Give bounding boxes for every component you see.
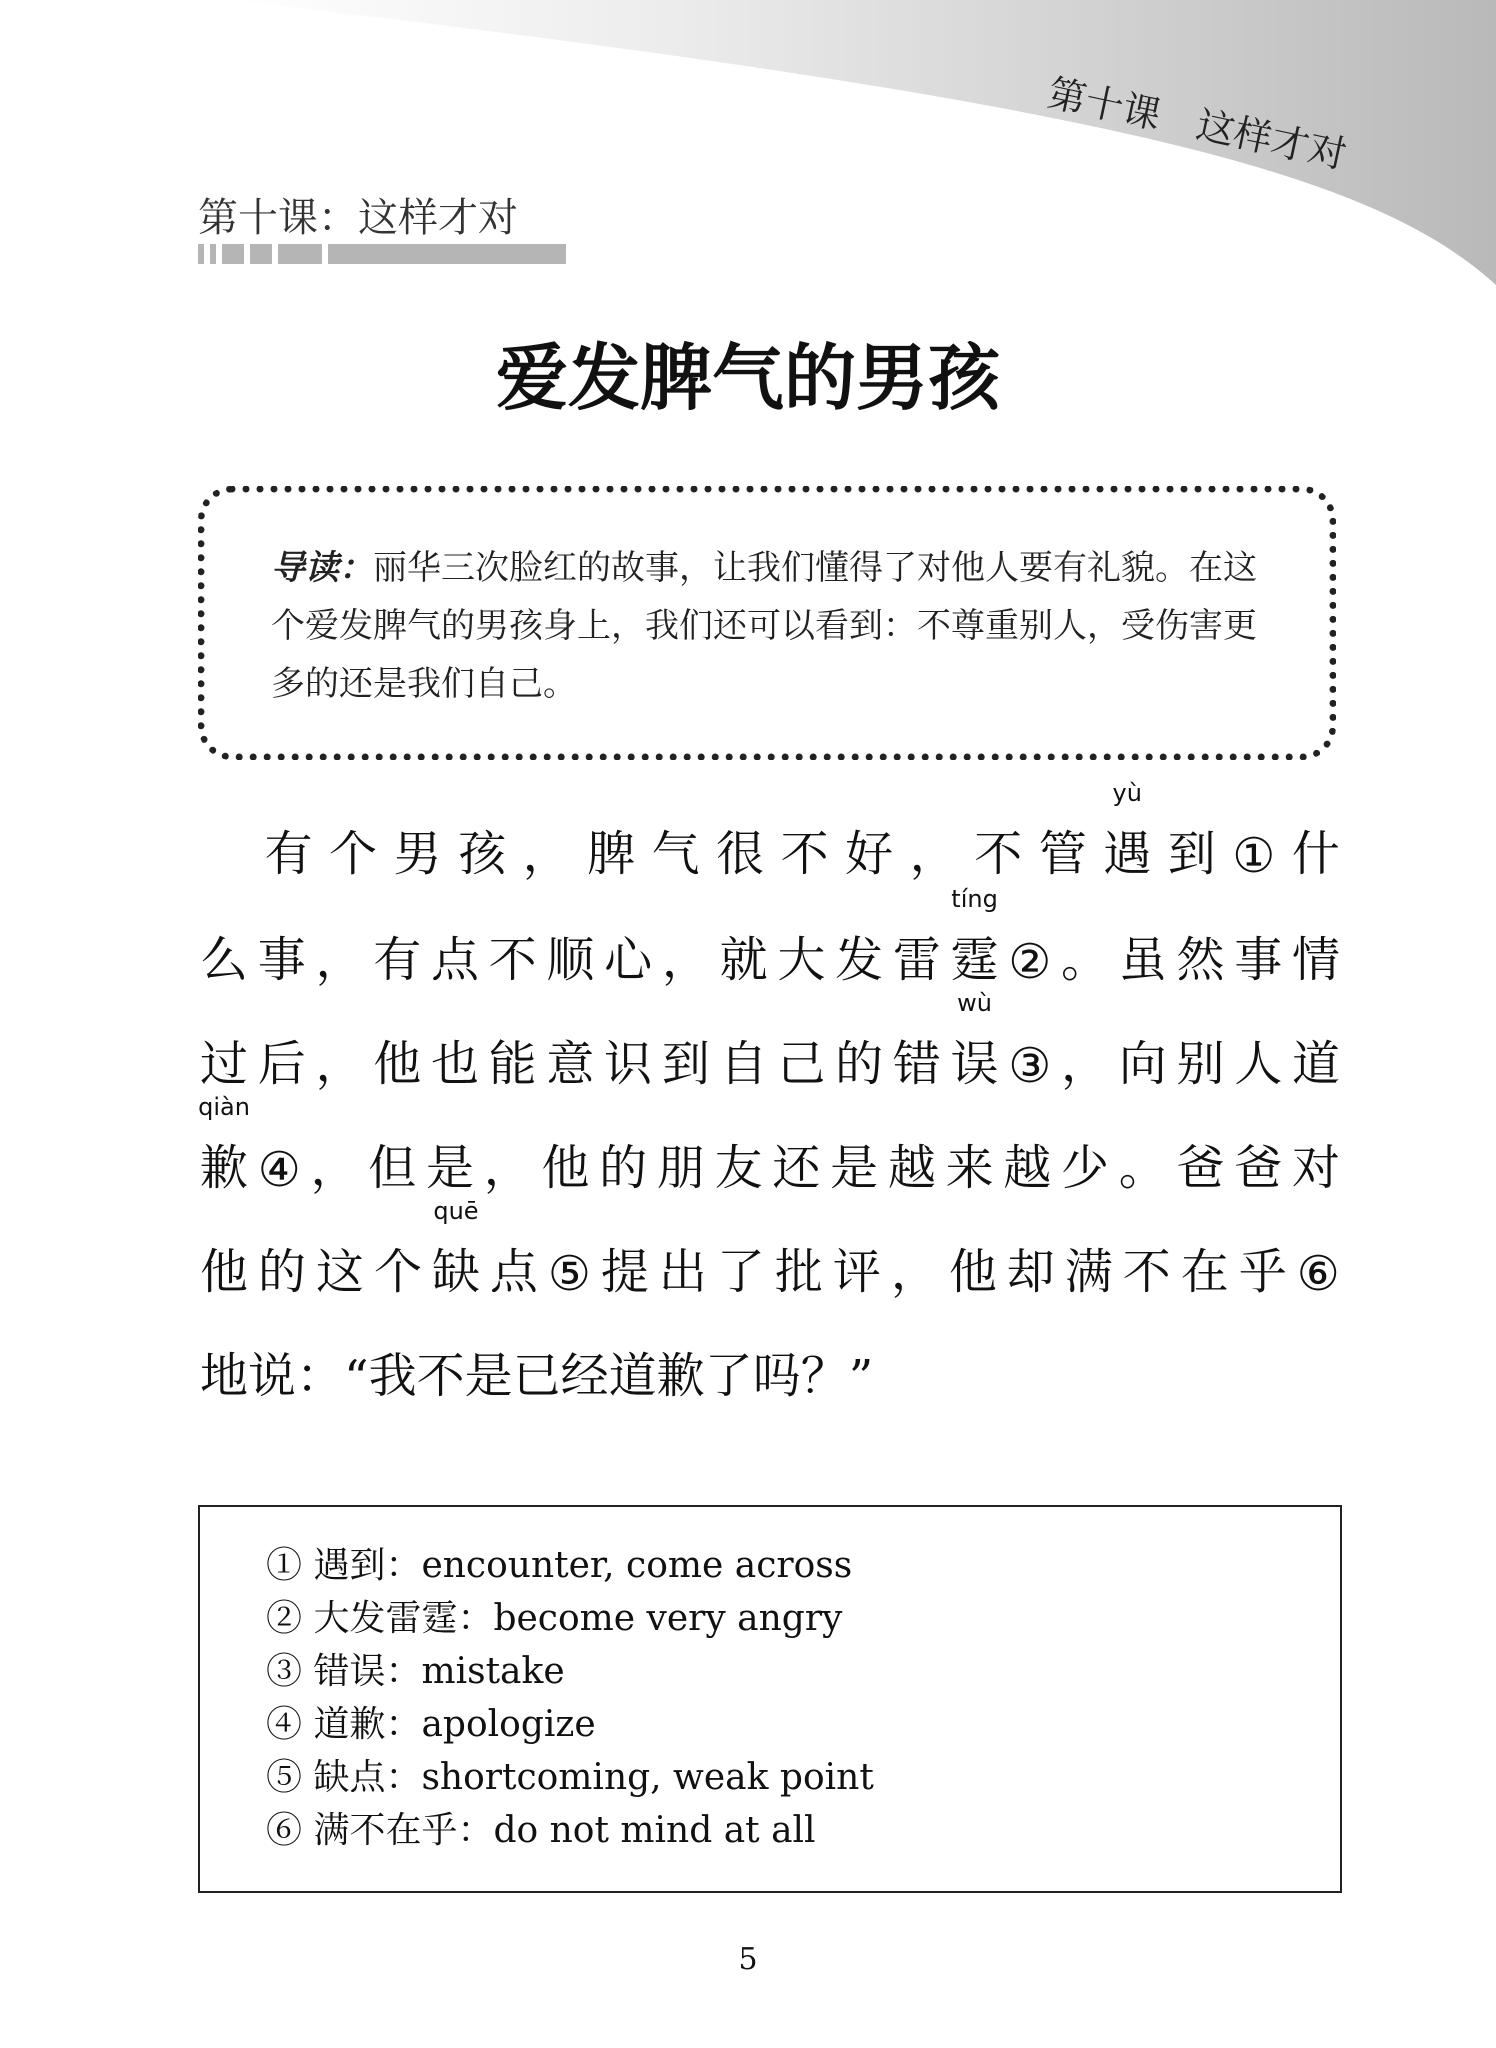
story-line (200, 1334, 873, 1406)
story-char: 地 (200, 1348, 249, 1404)
story-char: 雷 (892, 932, 941, 988)
story-char: 很 (716, 826, 765, 882)
pinyin-annotation: yù (1112, 779, 1142, 807)
story-char: 事 (257, 932, 306, 988)
story-char: 大 (777, 932, 826, 988)
story-char: 男 (393, 826, 442, 882)
story-char: ， (909, 826, 958, 882)
story-char: 已 (512, 1348, 561, 1404)
story-char: 不 (974, 826, 1023, 882)
vocabulary-item: ② 大发雷霆：become very angry (266, 1598, 843, 1639)
vocabulary-list (266, 1539, 874, 1857)
story-char: 顺 (546, 932, 595, 988)
story-char: 点 (430, 932, 479, 988)
story-char: 越 (1003, 1140, 1052, 1196)
pinyin-annotation: quē (433, 1197, 479, 1225)
story-char: 却 (1006, 1244, 1055, 1300)
story-char: ⑤ (547, 1246, 591, 1302)
story-char: ， (310, 1140, 359, 1196)
story-char: 虽 (1118, 932, 1167, 988)
story-char: 个 (373, 1244, 422, 1300)
annotated-character (1103, 779, 1152, 884)
story-char: 管 (1038, 826, 1087, 882)
story-char: 遇 (1103, 826, 1152, 882)
story-char: 经 (560, 1348, 609, 1404)
story-char: 己 (777, 1036, 826, 1092)
story-char: 别 (1176, 1036, 1225, 1092)
story-char: 他 (373, 1036, 422, 1092)
story-char: 有 (264, 826, 313, 882)
story-char: ？ (800, 1348, 849, 1404)
vocabulary-item: ③ 错误：mistake (266, 1651, 565, 1692)
story-line (200, 885, 1340, 990)
story-char: 了 (716, 1244, 765, 1300)
story-char: 后 (257, 1036, 306, 1092)
story-char: 事 (1234, 932, 1283, 988)
story-char: ② (1008, 934, 1052, 990)
annotated-character (950, 989, 999, 1094)
story-char: 道 (608, 1348, 657, 1404)
story-char: ， (315, 1036, 364, 1092)
story-char: 歉 (200, 1140, 249, 1196)
story-char: ⑥ (1296, 1246, 1340, 1302)
story-char: ③ (1008, 1038, 1052, 1094)
story-char: 能 (488, 1036, 537, 1092)
story-char: 点 (489, 1244, 538, 1300)
story-char: 少 (1061, 1140, 1110, 1196)
story-char: 的 (599, 1140, 648, 1196)
story-char: ” (848, 1350, 874, 1406)
lesson-header: 第十课：这样才对 (198, 195, 518, 241)
story-char: 满 (1064, 1244, 1113, 1300)
story-char: ， (1061, 1036, 1110, 1092)
story-char: 么 (200, 932, 249, 988)
intro-text-block (271, 539, 1271, 713)
story-char: 还 (772, 1140, 821, 1196)
story-char: ④ (257, 1142, 301, 1198)
story-char: 道 (1291, 1036, 1340, 1092)
vocabulary-item: ⑤ 缺点：shortcoming, weak point (266, 1757, 874, 1798)
story-char: 对 (1291, 1140, 1340, 1196)
story-char: 不 (1122, 1244, 1171, 1300)
story-line (200, 989, 1340, 1094)
story-char: 然 (1176, 932, 1225, 988)
story-char: 也 (430, 1036, 479, 1092)
story-char: 霆 (950, 932, 999, 988)
story-char: 是 (464, 1348, 513, 1404)
story-char: 。 (1061, 932, 1110, 988)
story-char: 批 (774, 1244, 823, 1300)
story-char: ： (296, 1348, 345, 1404)
story-char: 发 (835, 932, 884, 988)
story-char: 意 (546, 1036, 595, 1092)
corner-tab-label: 第十课 这样才对 (1043, 70, 1351, 178)
vocabulary-box (198, 1505, 1342, 1893)
story-char: 缺 (431, 1244, 480, 1300)
story-char: 他 (541, 1140, 590, 1196)
story-char: 在 (1180, 1244, 1229, 1300)
story-char: 的 (835, 1036, 884, 1092)
story-char: 不 (780, 826, 829, 882)
story-char: 自 (719, 1036, 768, 1092)
story-char: 什 (1291, 826, 1340, 882)
story-char: 就 (719, 932, 768, 988)
pinyin-annotation: wù (957, 989, 992, 1017)
story-char: 歉 (656, 1348, 705, 1404)
story-char: ， (890, 1244, 939, 1300)
story-char: 过 (200, 1036, 249, 1092)
story-char: 出 (658, 1244, 707, 1300)
story-title: 爱发脾气的男孩 (495, 335, 1000, 420)
header-decoration-bars (198, 244, 566, 264)
story-char: 到 (1167, 826, 1216, 882)
intro-box (198, 486, 1336, 760)
story-char: 来 (945, 1140, 994, 1196)
story-char: ， (483, 1140, 532, 1196)
vocabulary-item: ④ 道歉：apologize (266, 1704, 596, 1745)
annotated-character (431, 1197, 480, 1302)
vocabulary-item: ① 遇到：encounter, come across (266, 1545, 853, 1586)
story-char: 我 (368, 1348, 417, 1404)
story-char: 到 (661, 1036, 710, 1092)
story-char: 孩 (458, 826, 507, 882)
story-char: 不 (488, 932, 537, 988)
story-char: 。 (1118, 1140, 1167, 1196)
story-char: 越 (887, 1140, 936, 1196)
story-char: 吗 (752, 1348, 801, 1404)
story-char: 他 (200, 1244, 249, 1300)
story-char: 友 (714, 1140, 763, 1196)
story-char: 的 (257, 1244, 306, 1300)
story-char: 误 (950, 1036, 999, 1092)
story-char: 错 (892, 1036, 941, 1092)
story-char: ① (1232, 828, 1276, 884)
story-char: 人 (1234, 1036, 1283, 1092)
story-char: 他 (948, 1244, 997, 1300)
story-char: 是 (830, 1140, 879, 1196)
story-char: 情 (1291, 932, 1340, 988)
story-char: ， (661, 932, 710, 988)
pinyin-annotation: qiàn (198, 1093, 250, 1121)
story-char: 有 (373, 932, 422, 988)
story-char: 不 (416, 1348, 465, 1404)
story-char: 向 (1118, 1036, 1167, 1092)
page-number: 5 (738, 1942, 758, 1977)
vocabulary-item: ⑥ 满不在乎：do not mind at all (266, 1810, 816, 1851)
pinyin-annotation: tíng (951, 885, 998, 913)
story-char: 识 (604, 1036, 653, 1092)
story-char: 脾 (587, 826, 636, 882)
story-char: 朋 (656, 1140, 705, 1196)
story-char: “ (344, 1350, 369, 1406)
intro-label: 导读： (271, 548, 373, 588)
annotated-character (950, 885, 999, 990)
story-char: 好 (845, 826, 894, 882)
story-line (200, 1197, 1340, 1302)
intro-text: 丽华三次脸红的故事，让我们懂得了对他人要有礼貌。在这个爱发脾气的男孩身上，我们还可以看到：不尊重别人，受伤害更多的还是我们自己。 (271, 548, 1257, 704)
story-char: 提 (600, 1244, 649, 1300)
story-line (200, 779, 1340, 884)
story-line (198, 1093, 1340, 1198)
story-char: 心 (604, 932, 653, 988)
story-char: 这 (315, 1244, 364, 1300)
story-char: 但 (368, 1140, 417, 1196)
story-char: ， (315, 932, 364, 988)
story-char: 乎 (1238, 1244, 1287, 1300)
story-char: 爸 (1176, 1140, 1225, 1196)
story-char: 是 (425, 1140, 474, 1196)
story-char: 了 (704, 1348, 753, 1404)
story-char (200, 815, 248, 884)
story-char: 说 (248, 1348, 297, 1404)
story-char: ， (522, 826, 571, 882)
annotated-character (198, 1093, 250, 1198)
story-char: 爸 (1234, 1140, 1283, 1196)
story-char: 气 (651, 826, 700, 882)
story-char: 个 (329, 826, 378, 882)
story-char: 评 (832, 1244, 881, 1300)
